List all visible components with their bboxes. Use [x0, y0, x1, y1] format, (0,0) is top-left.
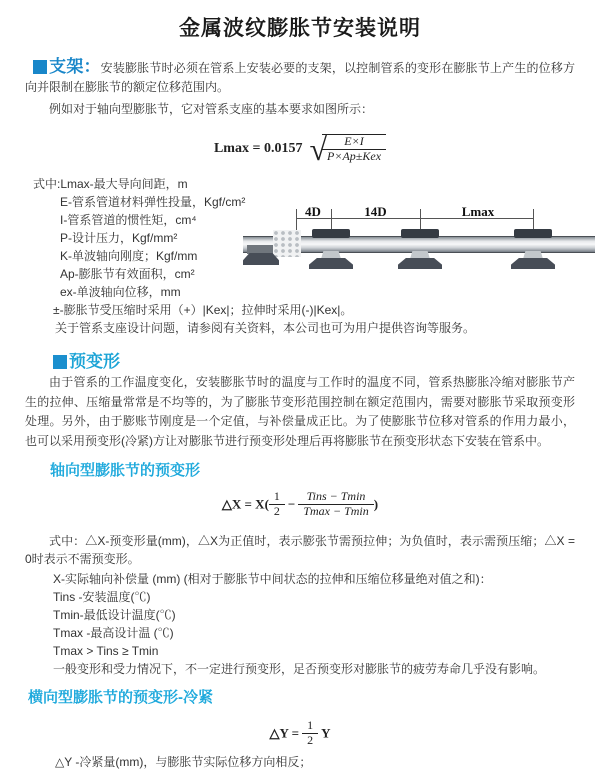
- fraction-numerator: 1: [302, 719, 318, 734]
- axial-items: [0, 570, 600, 678]
- formula-fraction: [322, 134, 386, 164]
- section-bullet-icon: [53, 355, 67, 369]
- axial-item: 一般变形和受力情况下，不一定进行预变形，足否预变形对膨胀节的疲劳寿命几乎没有影响。: [53, 662, 546, 676]
- minus-sign: −: [287, 496, 296, 512]
- lateral-coldtight-formula: [0, 719, 600, 753]
- formula-lhs: △X = X(: [221, 496, 269, 512]
- support-pedestal: [410, 251, 430, 259]
- anchor-base: [243, 253, 279, 265]
- definition-line: ±-膨胀节受压缩时采用（+）|Kex|；拉伸时采用(-)|Kex|。: [53, 303, 353, 317]
- half-fraction: [302, 719, 318, 748]
- fraction-denominator: Tmax − Tmin: [303, 503, 369, 518]
- axial-predeform-formula: [0, 490, 600, 526]
- formula-variable: Y: [321, 725, 331, 741]
- support-note-line: 关于管系支座设计问题，请参阅有关资料，本公司也可为用户提供咨询等服务。: [55, 321, 476, 335]
- support-pedestal: [321, 251, 341, 259]
- page-title: 金属波纹膨胀节安装说明: [179, 17, 421, 40]
- fraction-denominator: P×Ap±Kex: [327, 149, 382, 164]
- anchor-block: [247, 245, 273, 254]
- pipe-support-diagram: [243, 204, 595, 276]
- fraction-numerator: E×I: [322, 135, 386, 150]
- definition-line: 式中:Lmax-最大导向间距，m: [33, 177, 188, 191]
- formula-lhs: △Y =: [269, 725, 300, 741]
- axial-subheading: 轴向型膨胀节的预变形: [50, 462, 201, 479]
- dim-label-lmax: Lmax: [461, 204, 495, 219]
- guide-spacing-formula: [0, 127, 600, 169]
- definition-line: ex-单波轴向位移，mm: [60, 285, 181, 299]
- support-intro-paragraph: [25, 57, 575, 97]
- fraction-numerator: 1: [269, 490, 285, 505]
- radical-sign-icon: √: [309, 131, 328, 168]
- support-pedestal: [523, 251, 543, 259]
- support-base: [511, 258, 555, 269]
- axial-item: Tins -安装温度(℃): [53, 590, 151, 604]
- support-cap: [514, 229, 552, 238]
- support-section-label: 支架：: [49, 57, 101, 76]
- definition-line: K-单波轴向刚度；Kgf/mm: [60, 249, 198, 263]
- lateral-note-line: △Y -冷紧量(mm)，与膨胀节实际位移方向相反；: [55, 755, 312, 769]
- bellows-expansion-joint: [273, 230, 301, 257]
- closing-paren: ): [373, 496, 379, 512]
- support-intro-text: 安装膨胀节时必须在管系上安装必要的支架，以控制管系的变形在膨胀节上产生的位移方向并限制在膨胀节的额定位移范围内。: [25, 61, 575, 94]
- axial-explain-paragraph: 式中：△X-预变形量(mm)，△X为正值时，表示膨张节需预拉伸；为负值时，表示需预压缩；△X = 0时表示不需预变形。: [25, 534, 575, 566]
- fraction-numerator: Tins − Tmin: [298, 490, 373, 505]
- temperature-fraction: [298, 490, 373, 519]
- formula-lhs: Lmax = 0.0157: [213, 141, 303, 156]
- lateral-subheading: 横向型膨胀节的预变形-冷紧: [28, 689, 213, 706]
- support-cap: [401, 229, 439, 238]
- support-base: [398, 258, 442, 269]
- definition-line: Ap-膨胀节有效面积，cm²: [60, 267, 195, 281]
- definition-line: P-设计压力，Kgf/mm²: [60, 231, 178, 245]
- document-page: [0, 12, 600, 769]
- definition-line: I-管系管道的惯性矩，cm⁴: [60, 213, 197, 227]
- support-cap: [312, 229, 350, 238]
- fraction-denominator: 2: [307, 732, 314, 747]
- half-fraction: [269, 490, 285, 519]
- fraction-denominator: 2: [273, 503, 280, 518]
- predeform-body-paragraph: 由于管系的工作温度变化，安装膨胀节时的温度与工作时的温度不同，管系热膨胀冷缩对膨胀节产生的拉伸、压缩量常常是不均等的，为了膨胀节变形范围控制在额定范围内，需要对膨胀节采取预变形处理。另外，由于膨账节刚度是一个定值，与补偿量成正比。为了使膨胀节位移对管系的作用力最小，也可以采用预变形(冷紧)方让对膨胀节进行预变形处理后再将膨胀节在预变形状态下安装在管系中。: [25, 375, 575, 448]
- support-example-line: 例如对于轴向型膨胀节，它对管系支座的基本要求如图所示：: [49, 102, 374, 116]
- predeform-section-heading: [53, 347, 600, 369]
- dim-label-14d: 14D: [364, 204, 387, 219]
- axial-item: X-实际轴向补偿量 (mm) (相对于膨胀节中间状态的拉伸和压缩位移量绝对值之和)：: [53, 572, 492, 586]
- axial-item: Tmin-最低设计温度(℃): [53, 608, 176, 622]
- axial-item: Tmax -最高设计温 (℃): [53, 626, 174, 640]
- predeform-heading-text: 预变形: [69, 352, 120, 371]
- axial-item: Tmax > Tins ≥ Tmin: [53, 644, 159, 658]
- support-base: [309, 258, 353, 269]
- dim-label-4d: 4D: [305, 204, 321, 219]
- definition-line: E-管系管道材料弹性投量，Kgf/cm²: [60, 195, 246, 209]
- section-bullet-icon: [33, 60, 47, 74]
